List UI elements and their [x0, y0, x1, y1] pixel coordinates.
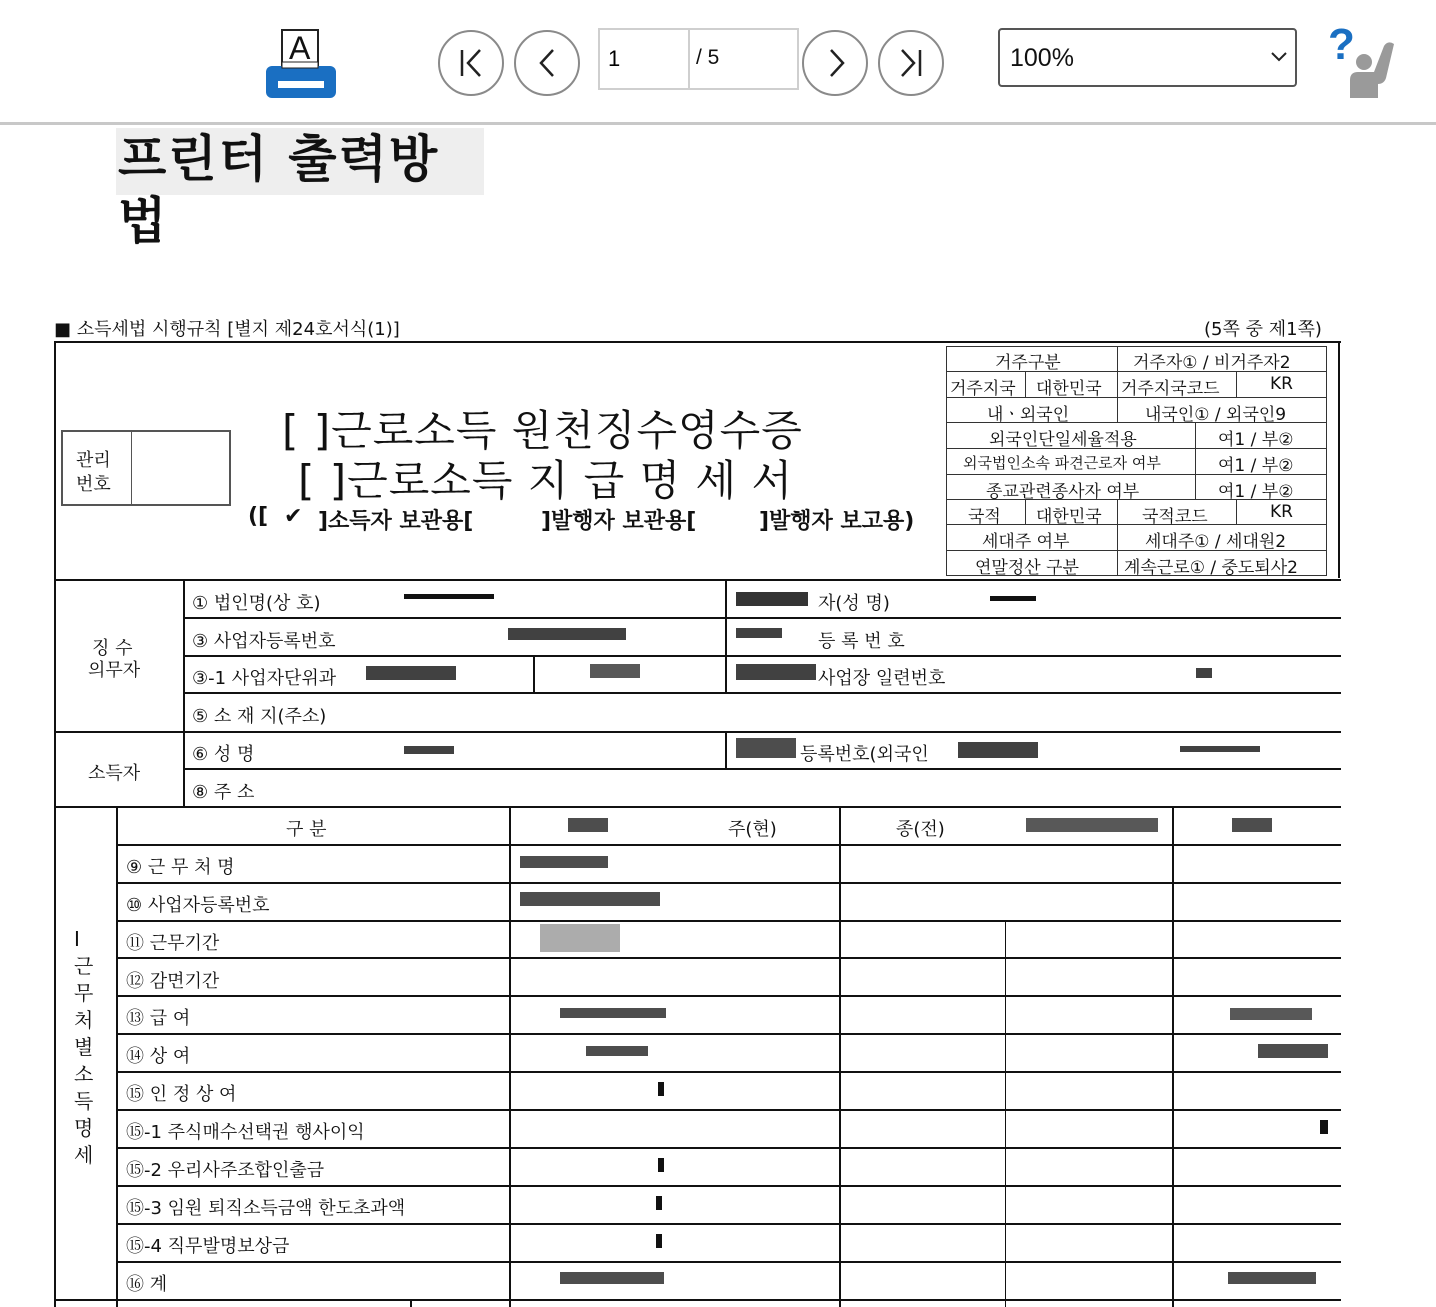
corp-name-label: ① 법인명(상 호): [192, 593, 321, 614]
row-workplace-name: ⑨ 근 무 처 명: [126, 857, 235, 878]
redacted-mark: [1026, 818, 1158, 832]
first-page-icon: [440, 32, 502, 94]
redacted-mark: [560, 1272, 664, 1284]
earner-address-label: ⑧ 주 소: [192, 782, 255, 803]
last-page-icon: [880, 32, 942, 94]
dispatched-worker-label: 외국법인소속 파견근로자 여부: [963, 454, 1161, 472]
nationality-code-label: 국적코드: [1142, 507, 1208, 527]
form-title-statement: [ ]근로소득 지 급 명 세 서: [298, 456, 794, 505]
nationality-value: 대한민국: [1036, 507, 1102, 527]
redacted-mark: [586, 1046, 648, 1056]
chevron-left-icon: [516, 32, 578, 94]
next-page-button[interactable]: [802, 30, 868, 96]
page-heading-box: [116, 128, 484, 250]
chevron-right-icon: [804, 32, 866, 94]
residency-label: 거주구분: [995, 353, 1061, 373]
redacted-mark: [590, 664, 640, 678]
row-stock-option: ⑮-1 주식매수선택권 행사이익: [126, 1122, 365, 1143]
chevron-down-icon: [1270, 50, 1288, 64]
redacted-mark: [520, 856, 608, 868]
row-deemed-bonus: ⑮ 인 정 상 여: [126, 1084, 237, 1105]
page-number-box: [598, 28, 799, 90]
redacted-mark: [540, 924, 620, 952]
household-head-label: 세대주 여부: [982, 532, 1070, 552]
copy-earner: ]소득자 보관용[: [318, 509, 474, 534]
residence-country-value: 대한민국: [1036, 379, 1102, 399]
redacted-mark: [736, 592, 808, 606]
residence-country-label: 거주지국: [950, 379, 1016, 399]
zoom-select[interactable]: [998, 28, 1297, 87]
prev-page-button[interactable]: [514, 30, 580, 96]
page-heading: 프린터 출력방법: [118, 130, 440, 250]
raised-hand-person-icon: [1344, 38, 1400, 98]
dispatched-worker-value: 여1 / 부②: [1218, 456, 1294, 476]
header-current: 주(현): [728, 819, 777, 840]
unit-taxation-label: ③-1 사업자단위과: [192, 668, 337, 689]
law-reference: ■ 소득세법 시행규칙 [별지 제24호서식(1)]: [54, 319, 400, 340]
row-exemption-period: ⑫ 감면기간: [126, 971, 220, 992]
mgmt-label-1: 관리: [76, 450, 111, 471]
mgmt-label-2: 번호: [76, 474, 111, 495]
religious-worker-value: 여1 / 부②: [1218, 482, 1294, 502]
row-total: ⑯ 계: [126, 1274, 168, 1295]
row-work-period: ⑪ 근무기간: [126, 933, 220, 954]
nationality-type-value: 내국인① / 외국인9: [1145, 405, 1287, 425]
representative-label: 자(성 명): [818, 593, 890, 614]
copy-checkmark[interactable]: ✔: [284, 504, 303, 529]
redacted-mark: [1196, 668, 1212, 678]
header-gubun: 구 분: [286, 819, 327, 840]
redacted-mark: [1232, 818, 1272, 832]
redacted-mark: [1230, 1008, 1312, 1020]
payer-top-border: [54, 579, 1341, 581]
row-esop-withdrawal: ⑮-2 우리사주조합인출금: [126, 1160, 325, 1181]
earner-reg-no-label: 등록번호(외국인: [800, 744, 929, 765]
form-left-border: [54, 341, 56, 1307]
religious-worker-label: 종교관련종사자 여부: [986, 482, 1140, 502]
row-biz-reg-no: ⑩ 사업자등록번호: [126, 895, 270, 916]
viewer-toolbar: [0, 0, 1436, 122]
detail-side-label: Ⅰ근무처별소득명세: [74, 927, 94, 1167]
help-button[interactable]: [1324, 20, 1400, 100]
redacted-mark: [508, 628, 626, 640]
redacted-mark: [1258, 1044, 1328, 1058]
toolbar-divider: [0, 122, 1436, 125]
residence-country-code-label: 거주지국코드: [1121, 379, 1220, 399]
zoom-value: 100%: [1010, 44, 1074, 72]
mgmt-divider: [131, 430, 132, 506]
print-button[interactable]: [262, 26, 340, 100]
redacted-mark: [1320, 1120, 1328, 1134]
row-salary: ⑬ 급 여: [126, 1008, 191, 1029]
redacted-mark: [404, 594, 494, 599]
nationality-type-label: 내ㆍ외국인: [987, 405, 1070, 425]
redacted-mark: [658, 1082, 664, 1096]
redacted-mark: [736, 664, 816, 680]
form-top-border: [54, 341, 1341, 343]
payer-address-label: ⑤ 소 재 지(주소): [192, 706, 327, 727]
redacted-mark: [520, 892, 660, 906]
redacted-mark: [568, 818, 608, 832]
redacted-mark: [656, 1234, 662, 1248]
branch-serial-label: 사업장 일련번호: [818, 668, 946, 689]
redacted-mark: [404, 746, 454, 754]
redacted-mark: [736, 628, 782, 638]
earner-section-label: 소득자: [88, 763, 141, 784]
biz-reg-no-label: ③ 사업자등록번호: [192, 631, 336, 652]
form-right-border: [1338, 341, 1340, 578]
household-head-value: 세대주① / 세대원2: [1145, 532, 1287, 552]
row-exec-retirement-excess: ⑮-3 임원 퇴직소득금액 한도초과액: [126, 1198, 406, 1219]
flat-tax-value: 여1 / 부②: [1218, 430, 1294, 450]
redacted-mark: [958, 742, 1038, 758]
redacted-mark: [1180, 746, 1260, 752]
header-previous: 종(전): [896, 819, 945, 840]
last-page-button[interactable]: [878, 30, 944, 96]
first-page-button[interactable]: [438, 30, 504, 96]
page-note: (5쪽 중 제1쪽): [1204, 319, 1322, 340]
page-total-label: / 5: [696, 46, 720, 69]
copy-issuer-report: ]발행자 보고용): [759, 509, 915, 534]
residency-value: 거주자① / 비거주자2: [1133, 353, 1291, 373]
payer-section-label-2: 의무자: [88, 660, 141, 681]
copy-issuer-keep: ]발행자 보관용[: [541, 509, 697, 534]
row-bonus: ⑭ 상 여: [126, 1046, 191, 1067]
redacted-mark: [560, 1008, 666, 1018]
nationality-code-value: KR: [1270, 502, 1293, 522]
settlement-type-value: 계속근로① / 중도퇴사2: [1124, 558, 1298, 578]
settlement-type-label: 연말정산 구분: [975, 558, 1079, 578]
page-number-input[interactable]: [600, 30, 690, 88]
redacted-mark: [658, 1158, 664, 1172]
redacted-mark: [736, 738, 796, 758]
payer-reg-no-label: 등 록 번 호: [818, 631, 905, 652]
management-number-field[interactable]: [134, 432, 228, 504]
row-invention-reward: ⑮-4 직무발명보상금: [126, 1236, 290, 1257]
help-question-mark: ?: [1328, 20, 1355, 69]
print-icon-letter: A: [289, 30, 311, 66]
nationality-label: 국적: [968, 507, 1001, 527]
flat-tax-label: 외국인단일세율적용: [989, 430, 1137, 450]
payer-section-label-1: 징 수: [92, 638, 133, 659]
redacted-mark: [990, 596, 1036, 601]
redacted-mark: [656, 1196, 662, 1210]
earner-name-label: ⑥ 성 명: [192, 744, 255, 765]
form-title-receipt: [ ]근로소득 원천징수영수증: [282, 406, 803, 455]
redacted-mark: [366, 666, 456, 680]
redacted-mark: [1228, 1272, 1316, 1284]
residence-country-code-value: KR: [1270, 374, 1293, 394]
copy-open-bracket: ([: [248, 504, 269, 529]
